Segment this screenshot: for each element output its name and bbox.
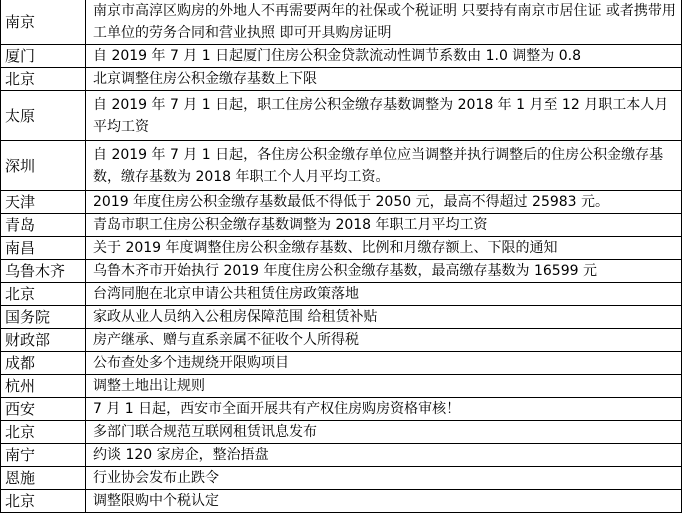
policy-cell: 调整限购中个税认定 — [86, 490, 682, 513]
table-row — [1, 329, 682, 352]
policy-cell: 北京调整住房公积金缴存基数上下限 — [86, 68, 682, 91]
policy-cell: 家政从业人员纳入公租房保障范围 给租赁补贴 — [86, 306, 682, 329]
policy-cell: 公布查处多个违规绕开限购项目 — [86, 352, 682, 375]
table-row — [1, 0, 682, 45]
table-row — [1, 45, 682, 68]
table-row — [1, 283, 682, 306]
table-row — [1, 91, 682, 141]
city-cell: 恩施 — [1, 467, 86, 490]
policy-cell: 7 月 1 日起，西安市全面开展共有产权住房购房资格审核！ — [86, 398, 682, 421]
policy-cell: 乌鲁木齐市开始执行 2019 年度住房公积金缴存基数，最高缴存基数为 16599 元 — [86, 260, 682, 283]
policy-cell: 关于 2019 年度调整住房公积金缴存基数、比例和月缴存额上、下限的通知 — [86, 237, 682, 260]
table-row — [1, 398, 682, 421]
table-row — [1, 306, 682, 329]
table-row — [1, 260, 682, 283]
city-cell: 南昌 — [1, 237, 86, 260]
table-row — [1, 141, 682, 191]
city-cell: 财政部 — [1, 329, 86, 352]
policy-cell: 青岛市职工住房公积金缴存基数调整为 2018 年职工月平均工资 — [86, 214, 682, 237]
city-cell: 杭州 — [1, 375, 86, 398]
policy-cell: 台湾同胞在北京申请公共租赁住房政策落地 — [86, 283, 682, 306]
table-row — [1, 490, 682, 513]
city-cell: 青岛 — [1, 214, 86, 237]
table-row — [1, 191, 682, 214]
table-row — [1, 214, 682, 237]
city-cell: 北京 — [1, 490, 86, 513]
city-cell: 厦门 — [1, 45, 86, 68]
table-row — [1, 467, 682, 490]
city-cell: 国务院 — [1, 306, 86, 329]
table-row — [1, 444, 682, 467]
city-cell: 南京 — [1, 0, 86, 45]
city-cell: 南宁 — [1, 444, 86, 467]
city-cell: 太原 — [1, 91, 86, 141]
city-cell: 深圳 — [1, 141, 86, 191]
policy-cell: 自 2019 年 7 月 1 日起，各住房公积金缴存单位应当调整并执行调整后的住房公积金缴存基数，缴存基数为 2018 年职工个人月平均工资。 — [86, 141, 682, 191]
city-cell: 成都 — [1, 352, 86, 375]
city-cell: 天津 — [1, 191, 86, 214]
city-cell: 北京 — [1, 421, 86, 444]
city-cell: 乌鲁木齐 — [1, 260, 86, 283]
table-row — [1, 237, 682, 260]
policy-cell: 房产继承、赠与直系亲属不征收个人所得税 — [86, 329, 682, 352]
city-cell: 西安 — [1, 398, 86, 421]
table-row — [1, 352, 682, 375]
policy-cell: 多部门联合规范互联网租赁讯息发布 — [86, 421, 682, 444]
city-cell: 北京 — [1, 68, 86, 91]
policy-cell: 调整土地出让规则 — [86, 375, 682, 398]
table-row — [1, 68, 682, 91]
policy-cell: 自 2019 年 7 月 1 日起，职工住房公积金缴存基数调整为 2018 年 1 月至 12 月职工本人月平均工资 — [86, 91, 682, 141]
table-row — [1, 421, 682, 444]
policy-cell: 自 2019 年 7 月 1 日起厦门住房公积金贷款流动性调节系数由 1.0 调整为 0.8 — [86, 45, 682, 68]
policy-cell: 约谈 120 家房企，整治捂盘 — [86, 444, 682, 467]
policy-cell: 2019 年度住房公积金缴存基数最低不得低于 2050 元，最高不得超过 25983 元。 — [86, 191, 682, 214]
city-cell: 北京 — [1, 283, 86, 306]
table-row — [1, 375, 682, 398]
policy-cell: 南京市高淳区购房的外地人不再需要两年的社保或个税证明 只要持有南京市居住证 或者携带用工单位的劳务合同和营业执照 即可开具购房证明 — [86, 0, 682, 45]
policy-cell: 行业协会发布止跌令 — [86, 467, 682, 490]
